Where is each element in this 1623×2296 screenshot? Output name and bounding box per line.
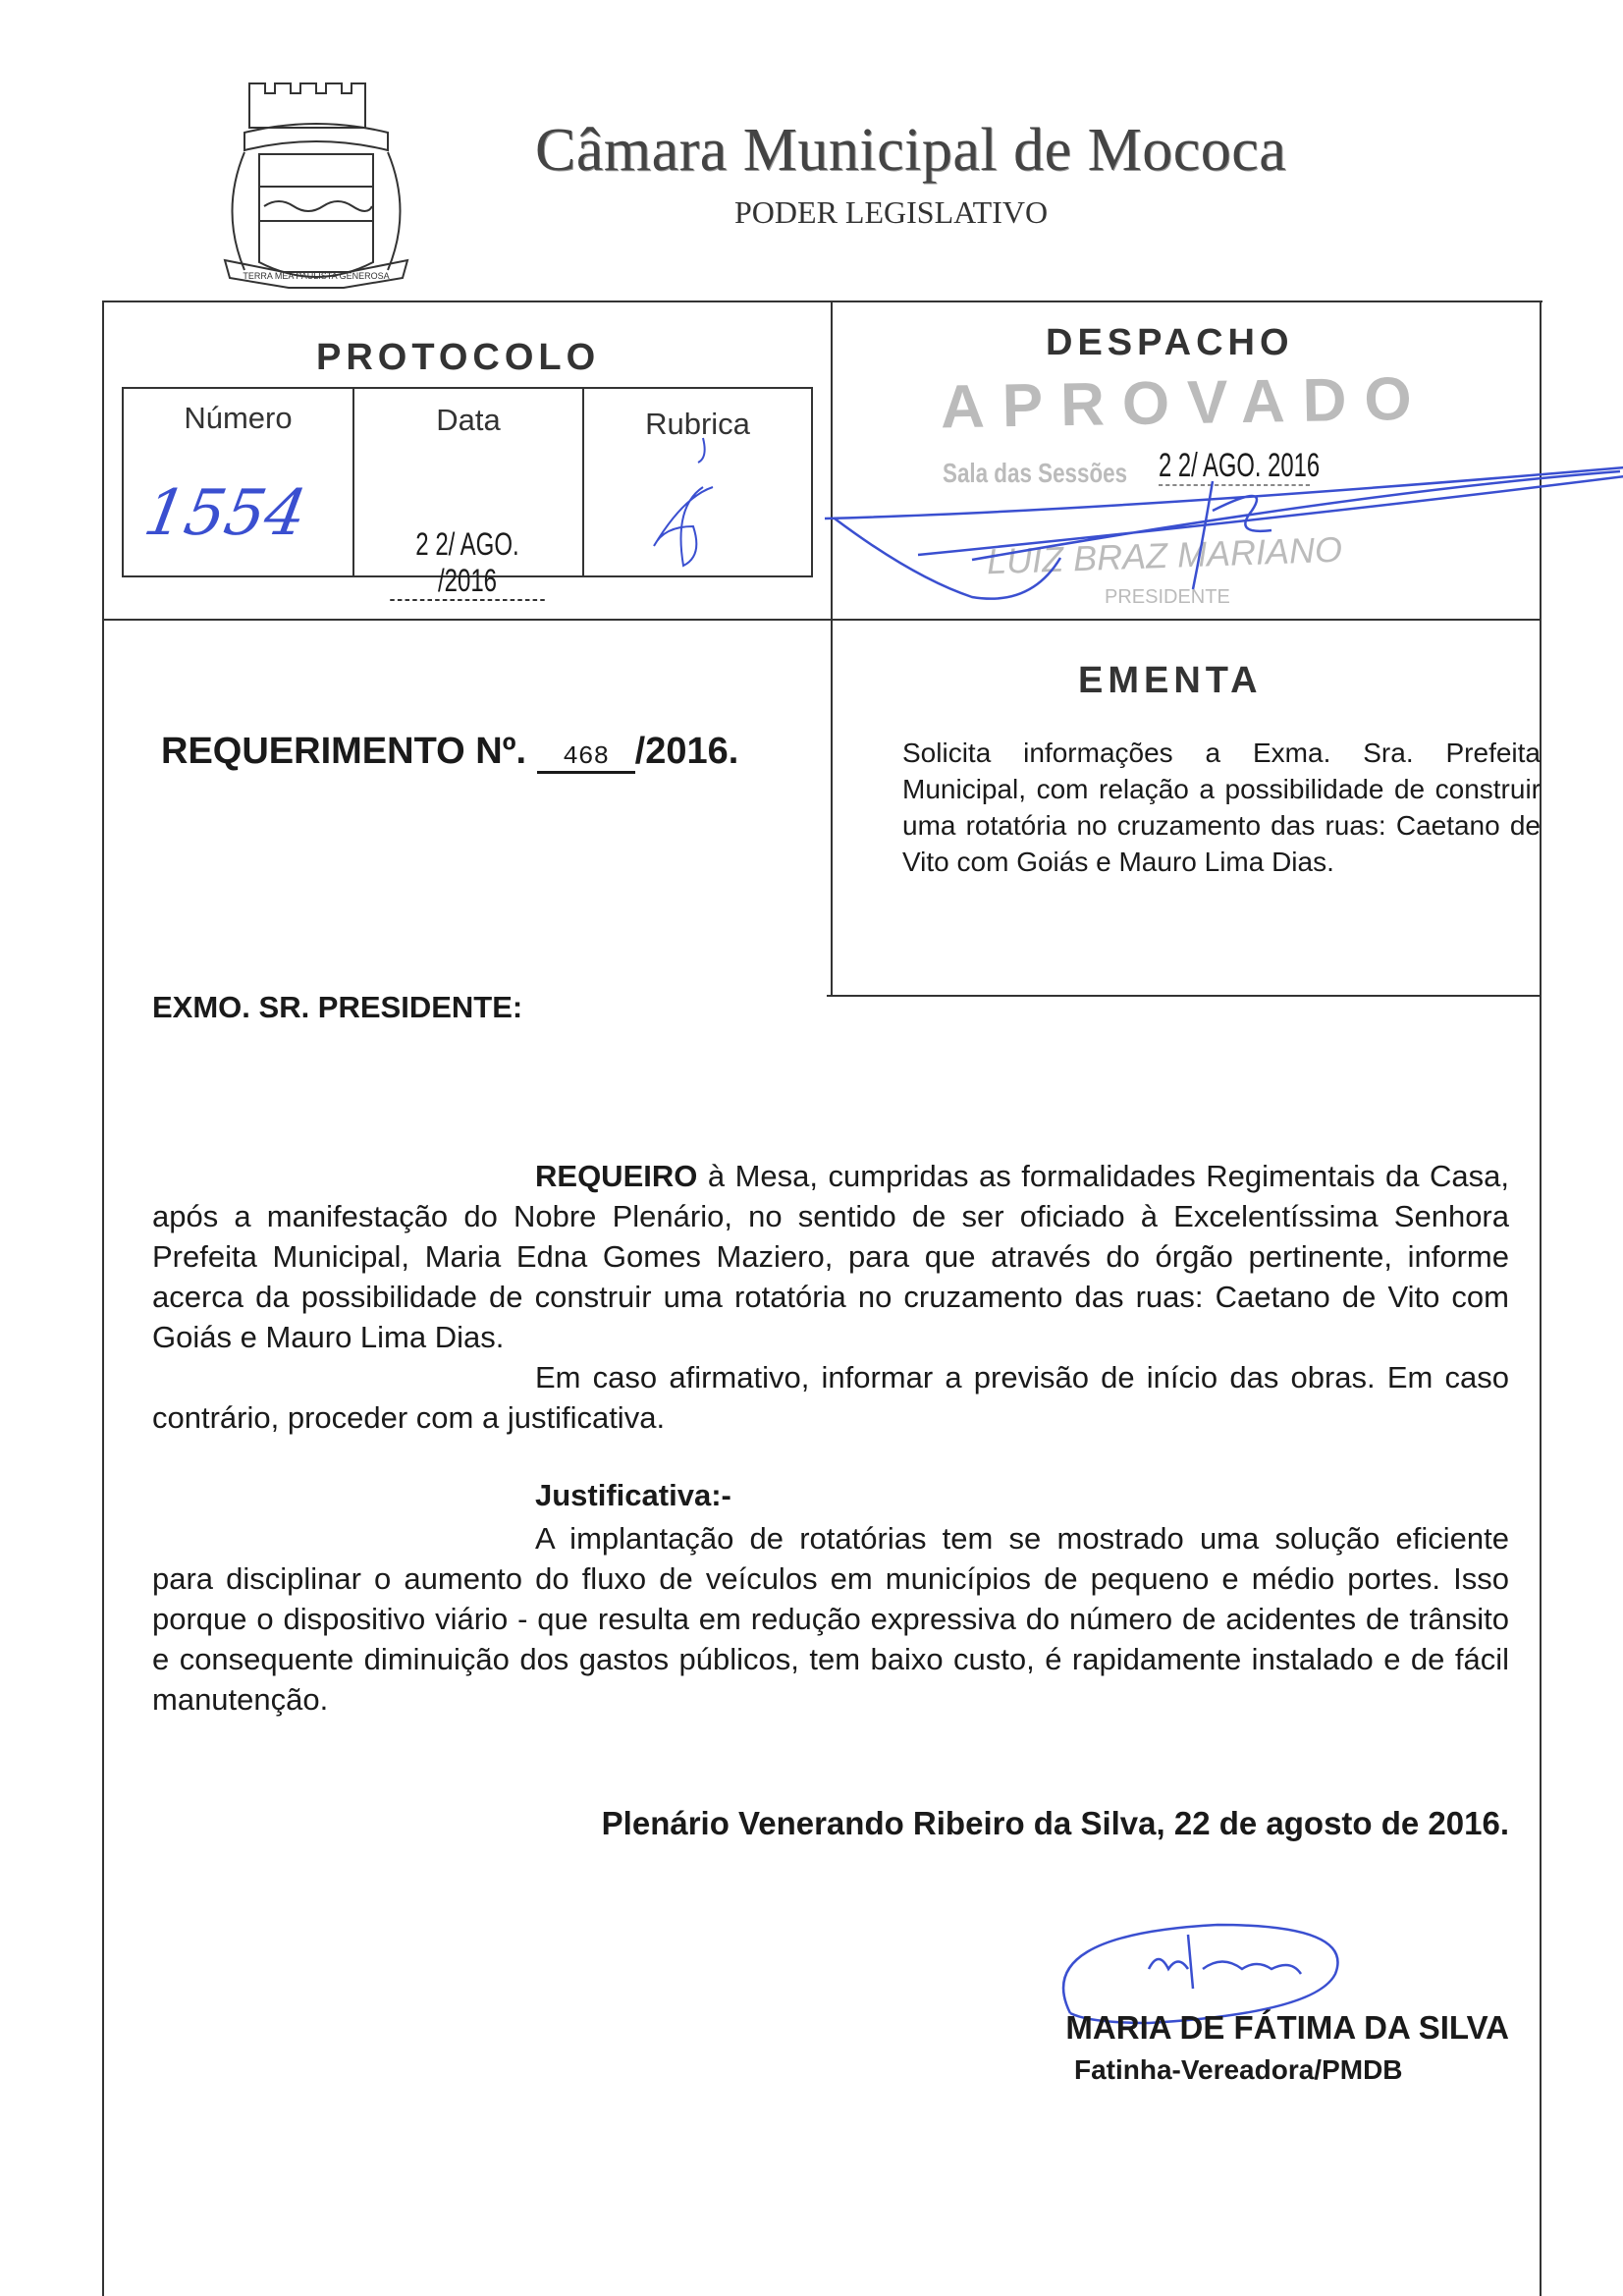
- requerimento-number: 468: [537, 741, 635, 774]
- column-numero: Número: [184, 401, 293, 435]
- column-rubrica: Rubrica: [645, 407, 750, 441]
- requerimento-year: /2016.: [634, 731, 739, 772]
- body-paragraph-2: Em caso afirmativo, informar a previsão de início das obras. Em caso contrário, proceder com a justificativa.: [152, 1360, 1509, 1435]
- ementa-bottom-line: [827, 995, 1542, 997]
- requeiro-lead: REQUEIRO: [535, 1159, 698, 1193]
- frame-left: [102, 301, 104, 2296]
- president-signature: [825, 471, 1623, 609]
- signer-name: MARIA DE FÁTIMA DA SILVA: [1065, 2009, 1509, 2046]
- rubrica-signature: [634, 438, 782, 575]
- frame-divider-vertical: [831, 301, 833, 997]
- despacho-heading: DESPACHO: [1046, 322, 1294, 363]
- aprovado-stamp: APROVADO: [940, 364, 1431, 442]
- requerimento-line: [161, 731, 738, 774]
- salutation: EXMO. SR. PRESIDENTE:: [152, 990, 523, 1024]
- sala-label: Sala das Sessões: [943, 458, 1128, 488]
- coat-of-arms-logo: [205, 74, 427, 290]
- data-stamp: 2 2/ AGO. /2016: [390, 526, 545, 601]
- sala-date: 2 2/ AGO. 2016: [1159, 448, 1310, 486]
- protocolo-heading: PROTOCOLO: [316, 337, 601, 378]
- ementa-text: Solicita informações a Exma. Sra. Prefeita Municipal, com relação a possibilidade de construir uma rotatória no cruzamento das ruas: Caetano de Vito com Goiás e Mauro Lima Dias.: [902, 738, 1541, 877]
- body-paragraph-1: REQUEIRO à Mesa, cumpridas as formalidades Regimentais da Casa, após a manifestação do Nobre Plenário, no sentido de ser oficiado à Excelentíssima Senhora Prefeita Municipal, Maria Edna Gomes Maziero, para que através do órgão pertinente, informe acerca da possibilidade de construir uma rotatória no cruzamento das ruas: Caetano de Vito com Goiás e Mauro Lima Dias.: [152, 1159, 1509, 1354]
- despacho-signer-role: PRESIDENTE: [1105, 586, 1230, 608]
- body-paragraph-3: A implantação de rotatórias tem se mostrado uma solução eficiente para disciplinar o aumento do fluxo de veículos em municípios de pequeno e médio portes. Isso porque o dispositivo viário - que resulta em redução expressiva do número de acidentes de trânsito e consequente diminuição dos gastos públicos, tem baixo custo, é rapidamente instalado e de fácil manutenção.: [152, 1521, 1509, 1717]
- protocolo-table: [122, 387, 813, 598]
- place-date: Plenário Venerando Ribeiro da Silva, 22 de agosto de 2016.: [601, 1805, 1509, 1841]
- logo-motto: TERRA MEA PAULISTA GENEROSA: [243, 271, 390, 281]
- justificativa-heading: Justificativa:-: [535, 1478, 731, 1512]
- requerimento-label: REQUERIMENTO Nº.: [161, 731, 527, 772]
- column-data: Data: [436, 403, 501, 437]
- page-title: Câmara Municipal de Mococa: [535, 117, 1287, 184]
- frame-divider-horizontal: [102, 619, 1542, 621]
- numero-handwritten: 1554: [138, 477, 312, 550]
- ementa-heading: EMENTA: [1078, 660, 1263, 701]
- page-subtitle: PODER LEGISLATIVO: [734, 194, 1049, 230]
- despacho-signer: LUIZ BRAZ MARIANO: [986, 528, 1343, 582]
- signer-title: Fatinha-Vereadora/PMDB: [1074, 2054, 1403, 2085]
- frame-top: [102, 301, 1542, 302]
